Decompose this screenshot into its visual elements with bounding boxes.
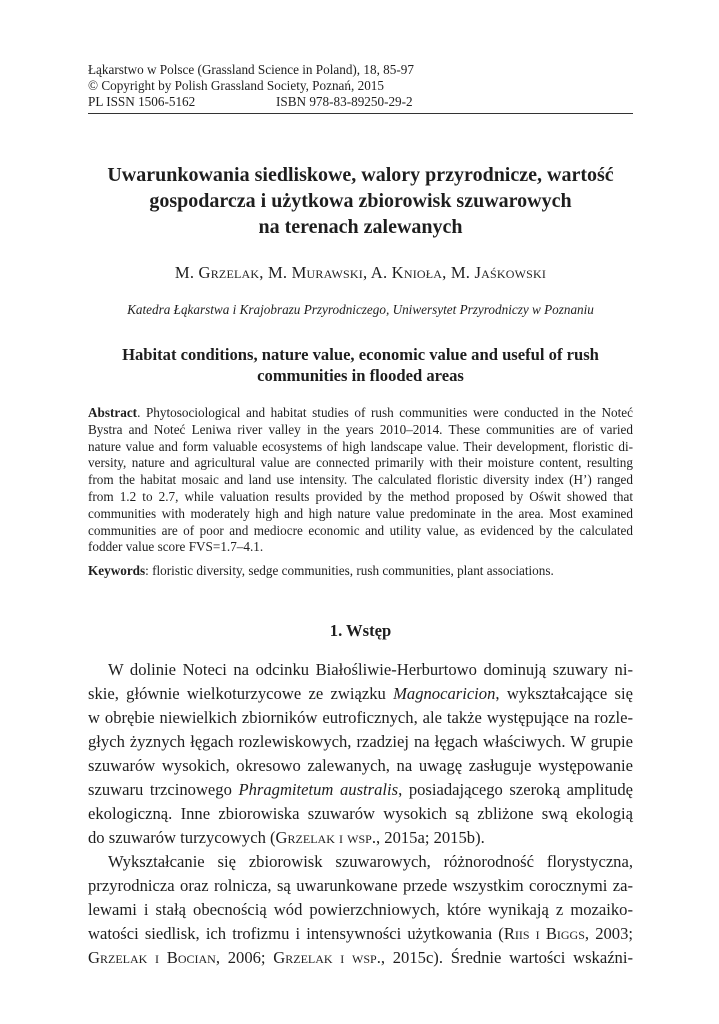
authors: M. Grzelak, M. Murawski, A. Knioła, M. Jaśkowski xyxy=(174,263,547,282)
paragraph-line: przyrodnicza oraz rolnicza, są uwarunkowane przede wszystkim corocznymi za- xyxy=(88,876,633,895)
header-rule xyxy=(88,113,633,114)
keywords-text: : floristic diversity, sedge communities, rush communities, plant associations. xyxy=(145,563,554,578)
issn: PL ISSN 1506-5162 xyxy=(88,94,196,109)
text-run: skie, głównie wielkoturzycowe ze związku xyxy=(88,684,394,703)
text-run: , 2006; xyxy=(215,948,274,967)
paragraph-line xyxy=(88,682,633,706)
paragraph-line: Wykształcanie się zbiorowisk szuwarowych, różnorodność florystyczna, xyxy=(108,852,633,871)
paragraph-line xyxy=(88,946,633,970)
affiliation: Katedra Łąkarstwa i Krajobrazu Przyrodniczego, Uniwersytet Przyrodniczy w Poznaniu xyxy=(127,302,594,317)
text-run: , 2015c). Średnie wartości wskaźni- xyxy=(380,948,633,967)
abstract-line: nature value and form valuable ecosystems of high landscape value. Their development, floristic di- xyxy=(88,438,633,454)
paragraph-line xyxy=(88,778,633,802)
paragraph-line: szuwarów wysokich, okresowo zalewanych, na uwagę zasługuje występowanie xyxy=(88,756,633,775)
abstract-line: communities are of poor and mediocre economic and utility value, as evidenced by the calculated xyxy=(88,522,633,538)
title-line: Uwarunkowania siedliskowe, walory przyrodnicze, wartość xyxy=(107,164,614,186)
english-title-line: Habitat conditions, nature value, economic value and useful of rush xyxy=(122,345,599,364)
abstract-line: from 1.2 to 2.7, while valuation results provided by the method proposed by Oświt showed that xyxy=(88,488,633,504)
citation-author: Grzelak i Bocian xyxy=(88,948,216,967)
abstract-line: from the habitat mosaic and land use intensity. The calculated floristic diversity index (H’) ranged xyxy=(88,472,633,488)
citation-author: Grzelak i wsp. xyxy=(275,828,376,847)
title-line: gospodarcza i użytkowa zbiorowisk szuwarowych xyxy=(149,190,572,212)
citation-author: Grzelak i wsp. xyxy=(273,948,381,967)
isbn: ISBN 978-83-89250-29-2 xyxy=(276,94,413,109)
text-run: watości siedlisk, ich trofizmu i intensywności użytkowania ( xyxy=(88,924,504,943)
paragraph-line: ekologiczną. Inne zbiorowiska szuwarów wysokich są zbliżone swą ekologią xyxy=(88,804,633,823)
taxon-name: Phragmitetum australis xyxy=(238,780,399,799)
abstract-line: Bystra and Noteć Leniwa river valley in the years 2010–2014. These communities are of varied xyxy=(88,421,633,437)
paper-title xyxy=(88,162,633,240)
journal-header xyxy=(88,62,633,110)
paragraph-line: głych żyznych łęgach rozlewiskowych, rzadziej na łęgach właściwych. W grupie xyxy=(88,732,633,751)
text-run: , wykształcające się xyxy=(495,684,633,703)
taxon-name: Magnocaricion xyxy=(393,684,496,703)
text-run: szuwaru trzcinowego xyxy=(88,780,239,799)
paragraph-line xyxy=(88,826,633,850)
keywords-label: Keywords xyxy=(88,563,146,578)
abstract-label: Abstract xyxy=(88,405,138,420)
paragraph-line: lewami i stałą obecnością wód powierzchniowych, które wynikają z mozaiko- xyxy=(88,900,633,919)
abstract-line xyxy=(88,405,633,422)
title-line: na terenach zalewanych xyxy=(258,216,463,238)
journal-citation: Łąkarstwo w Polsce (Grassland Science in Poland), 18, 85-97 xyxy=(88,62,414,77)
paragraph-line: W dolinie Noteci na odcinku Białośliwie-Herburtowo dominują szuwary ni- xyxy=(108,660,633,679)
abstract-line: fodder value score FVS=1.7–4.1. xyxy=(88,539,264,555)
paragraph-line xyxy=(88,922,633,946)
issn-row xyxy=(88,94,633,110)
paragraph-line: w obrębie niewielkich zbiorników eutroficznych, ale także występujące na rozle- xyxy=(88,708,633,727)
keywords xyxy=(88,562,633,579)
abstract xyxy=(88,405,633,556)
english-title-line: communities in flooded areas xyxy=(257,366,464,385)
body-text xyxy=(88,658,633,970)
text-run: , 2015a; 2015b). xyxy=(375,828,485,847)
text-run: , 2003; xyxy=(584,924,633,943)
text-run: do szuwarów turzycowych ( xyxy=(88,828,276,847)
citation-author: Riis i Biggs xyxy=(503,924,585,943)
abstract-line: communities with moderately high and high nature value predominate in the area. Most examined xyxy=(88,505,633,521)
abstract-text: . Phytosociological and habitat studies of rush communities were conducted in the Noteć xyxy=(137,405,633,420)
english-title xyxy=(88,344,633,386)
copyright-line: © Copyright by Polish Grassland Society, Poznań, 2015 xyxy=(88,78,384,93)
section-heading: 1. Wstęp xyxy=(329,621,392,640)
text-run: , posiadającego szeroką amplitudę xyxy=(398,780,633,799)
abstract-line: versity, nature and agricultural value are connected primarily with their moisture content, resulting xyxy=(88,455,633,471)
